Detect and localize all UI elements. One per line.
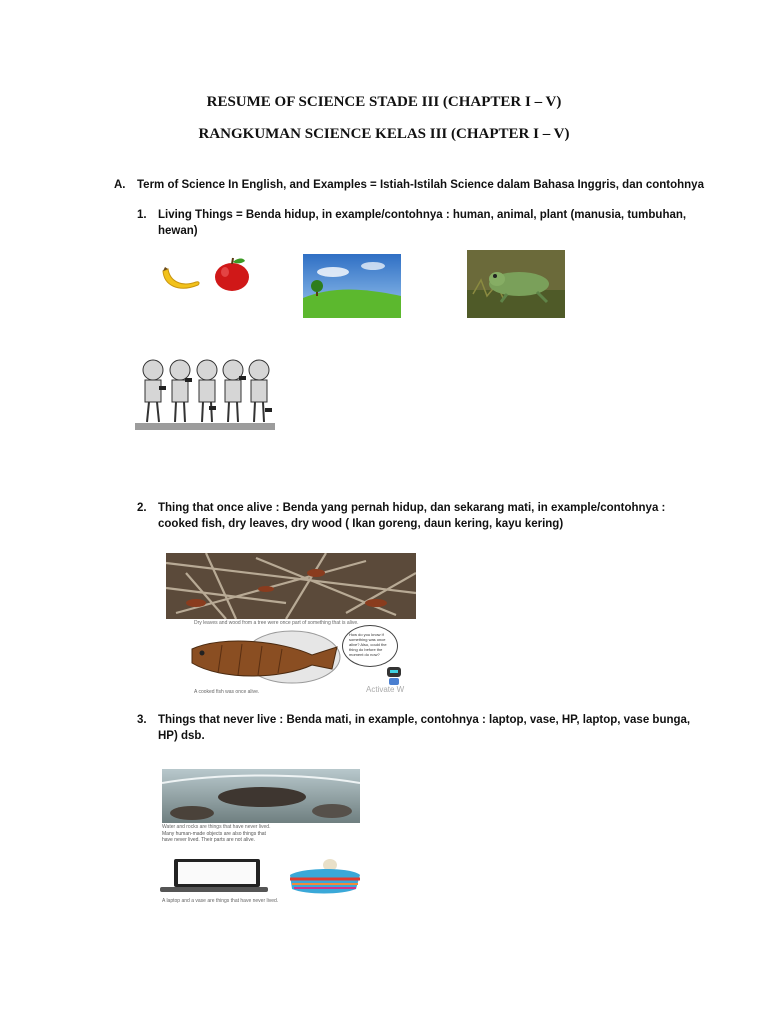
item-1-line2: hewan) <box>158 225 198 237</box>
cooked-fish-image <box>172 627 342 689</box>
dry-leaves-fish-image <box>158 553 416 696</box>
fish-caption: A cooked fish was once alive. <box>194 689 260 695</box>
dry-wood-image <box>166 553 416 619</box>
laptop-caption: A laptop and a vase are things that have never lived. <box>162 898 279 904</box>
item-3-number: 3. <box>137 714 147 726</box>
document-subtitle: RANGKUMAN SCIENCE KELAS III (CHAPTER I – V) <box>198 126 570 142</box>
landscape-image <box>303 254 401 318</box>
frog-image <box>467 250 565 318</box>
item-2-number: 2. <box>137 502 147 514</box>
item-3-line2: HP) dsb. <box>158 730 205 742</box>
item-2-line2: cooked fish, dry leaves, dry wood ( Ikan goreng, daun kering, kayu kering) <box>158 518 564 530</box>
item-1-line1: Living Things = Benda hidup, in example/contohnya : human, animal, plant (manusia, tumbuhan, <box>158 209 687 221</box>
section-a-heading: Term of Science In English, and Examples = Istiah-Istilah Science dalam Bahasa Inggris, dan contohnya <box>137 179 704 191</box>
activate-watermark: Activate W <box>366 685 405 694</box>
robot-icon <box>384 665 404 687</box>
leaves-caption: Dry leaves and wood from a tree were once part of something that is alive. <box>194 620 359 626</box>
bubble-text: How do you know if something was once alive? Also, could the thing do before the moment do now? <box>349 632 387 657</box>
banana-image <box>160 263 202 293</box>
item-2-line1: Thing that once alive : Benda yang pernah hidup, dan sekarang mati, in example/contohnya : <box>158 502 666 514</box>
rocks-caption: Water and rocks are things that have never lived. <box>162 824 271 830</box>
laptop-image <box>158 857 268 895</box>
non-living-things-image <box>158 769 360 909</box>
apple-image <box>212 256 252 292</box>
speech-bubble <box>342 625 398 667</box>
vase-image <box>282 855 360 895</box>
rocks-water-image <box>162 769 360 823</box>
document-title: RESUME OF SCIENCE STADE III (CHAPTER I – V) <box>206 94 562 110</box>
section-a-marker: A. <box>114 179 126 191</box>
item-3-line1: Things that never live : Benda mati, in example, contohnya : laptop, vase, HP, laptop, vase bunga, <box>158 714 691 726</box>
human-made-text: Many human-made objects are also things that have never lived. Their parts are not alive. <box>162 831 266 843</box>
cartoon-people-image <box>135 328 275 430</box>
item-1-number: 1. <box>137 209 147 221</box>
